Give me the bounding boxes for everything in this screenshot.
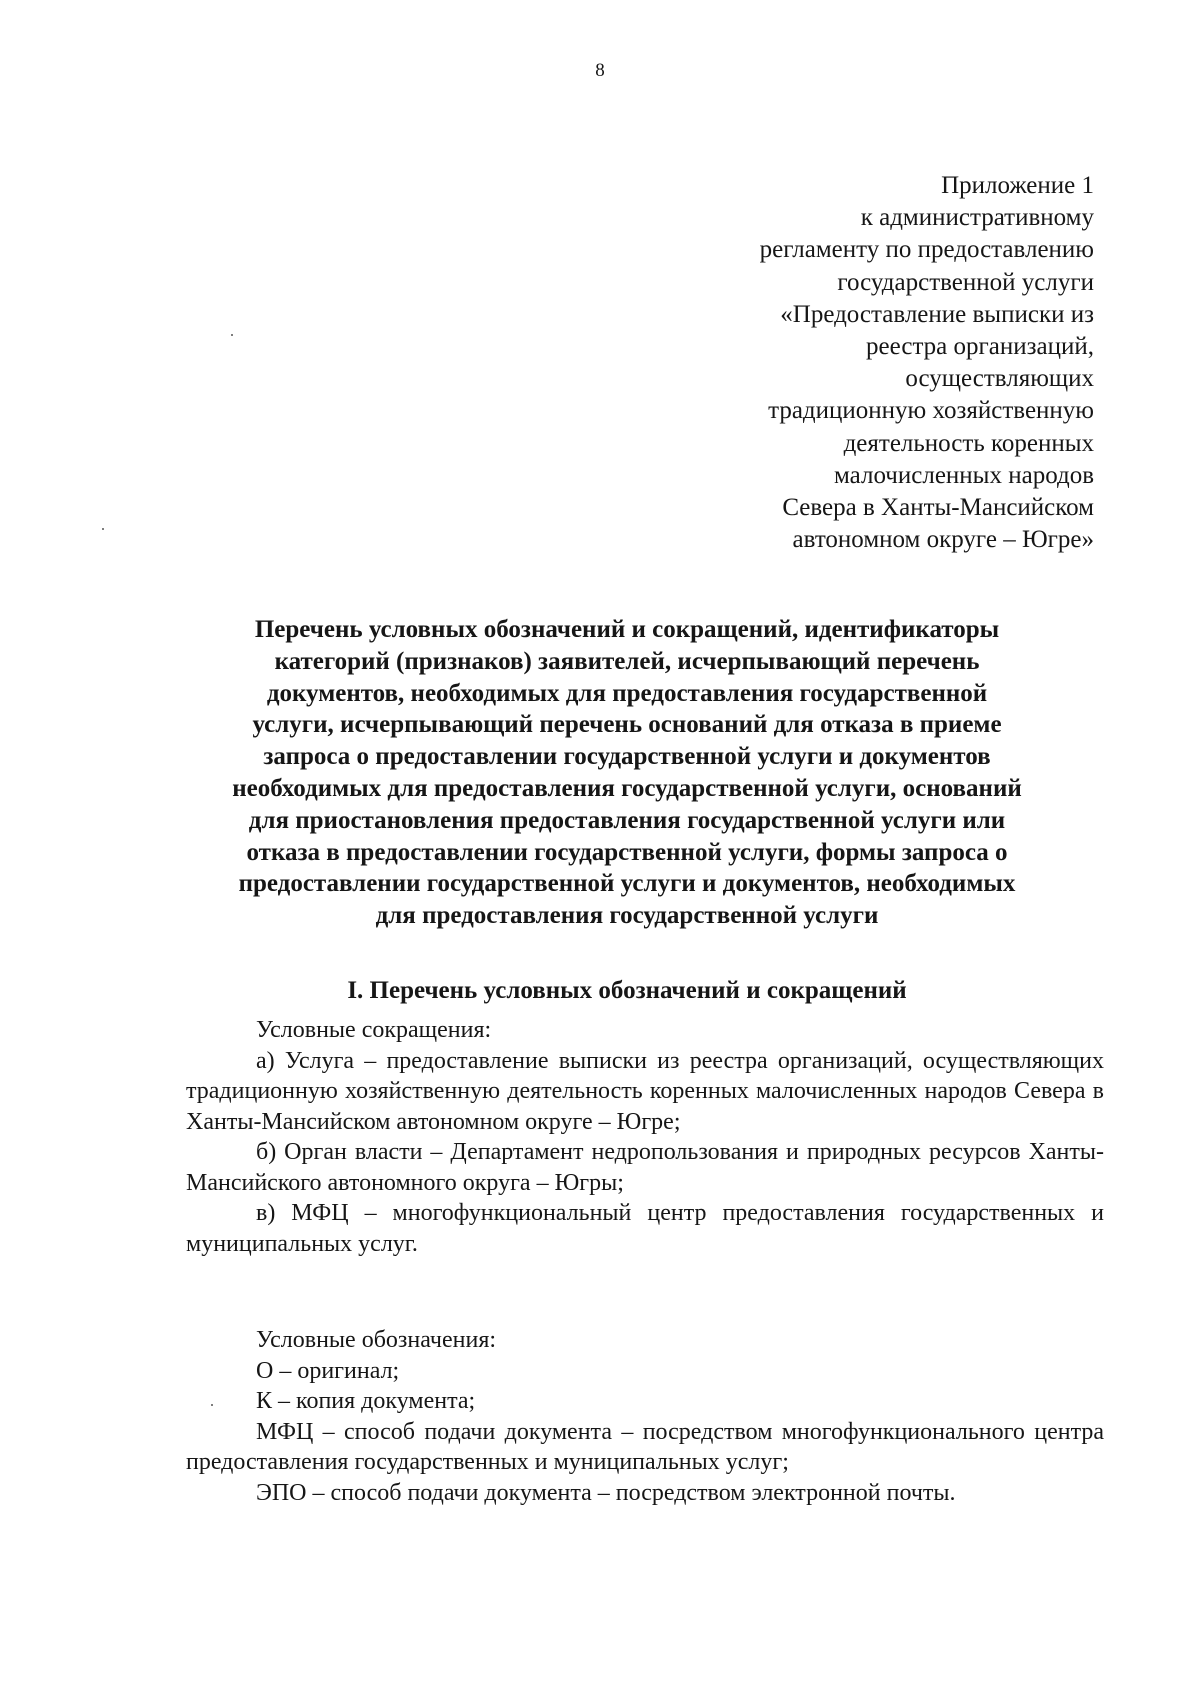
appendix-line: деятельность коренных xyxy=(843,429,1094,457)
title-line: необходимых для предоставления государственной услуги, оснований xyxy=(232,774,1022,802)
appendix-line: регламенту по предоставлению xyxy=(759,236,1094,264)
title-line: Перечень условных обозначений и сокращений, идентификаторы xyxy=(254,616,1000,643)
section-heading: I. Перечень условных обозначений и сокращений xyxy=(347,977,907,1004)
abbreviation-item: б) Орган власти – Департамент недропользования и природных ресурсов Ханты-Мансийского автономного округа – Югры; xyxy=(186,1139,1104,1196)
symbol-item: К – копия документа; xyxy=(256,1388,476,1414)
title-line: документов, необходимых для предоставления государственной xyxy=(266,679,988,707)
symbol-item: МФЦ – способ подачи документа – посредством многофункционального центра предоставления государственных и муниципальных услуг; xyxy=(186,1418,1104,1475)
title-line: запроса о предоставлении государственной услуги и документов xyxy=(263,743,991,771)
page-number: 8 xyxy=(595,60,605,81)
appendix-block xyxy=(534,170,1094,556)
appendix-line: малочисленных народов xyxy=(834,461,1094,489)
title-line: для предоставления государственной услуги xyxy=(375,902,879,930)
appendix-line: к административному xyxy=(860,204,1094,232)
title-line: услуги, исчерпывающий перечень оснований для отказа в приеме xyxy=(252,711,1002,739)
appendix-line: реестра организаций, xyxy=(866,333,1094,361)
title-line: категорий (признаков) заявителей, исчерпывающий перечень xyxy=(274,647,980,675)
appendix-line: автономном округе – Югре» xyxy=(792,526,1094,554)
abbreviation-item: а) Услуга – предоставление выписки из реестра организаций, осуществляющих традиционную хозяйственную деятельность коренных малочисленных народов Севера в Ханты-Мансийском автономном округе – Югре; xyxy=(186,1047,1104,1135)
abbreviation-item: в) МФЦ – многофункциональный центр предоставления государственных и муниципальных услуг. xyxy=(186,1200,1104,1257)
appendix-line: осуществляющих xyxy=(905,365,1094,393)
scan-speck xyxy=(231,334,233,336)
title-line: отказа в предоставлении государственной услуги, формы запроса о xyxy=(246,838,1008,866)
symbol-item: О – оригинал; xyxy=(256,1357,400,1384)
title-line: для приостановления предоставления государственной услуги или xyxy=(248,806,1006,834)
appendix-line: Севера в Ханты-Мансийском xyxy=(782,494,1094,522)
abbreviations-block xyxy=(186,1015,1104,1259)
appendix-line: «Предоставление выписки из xyxy=(780,300,1094,328)
symbols-block xyxy=(186,1325,1104,1508)
symbol-item: ЭПО – способ подачи документа – посредством электронной почты. xyxy=(256,1479,956,1506)
appendix-line: традиционную хозяйственную xyxy=(768,397,1094,425)
symbols-label: Условные обозначения: xyxy=(256,1327,497,1353)
appendix-line: государственной услуги xyxy=(837,268,1094,296)
abbreviations-label: Условные сокращения: xyxy=(256,1017,492,1043)
appendix-line: Приложение 1 xyxy=(941,172,1094,199)
title-line: предоставлении государственной услуги и документов, необходимых xyxy=(238,870,1016,898)
scan-speck xyxy=(102,528,104,530)
scan-speck xyxy=(211,1404,213,1406)
document-title xyxy=(160,614,1094,932)
